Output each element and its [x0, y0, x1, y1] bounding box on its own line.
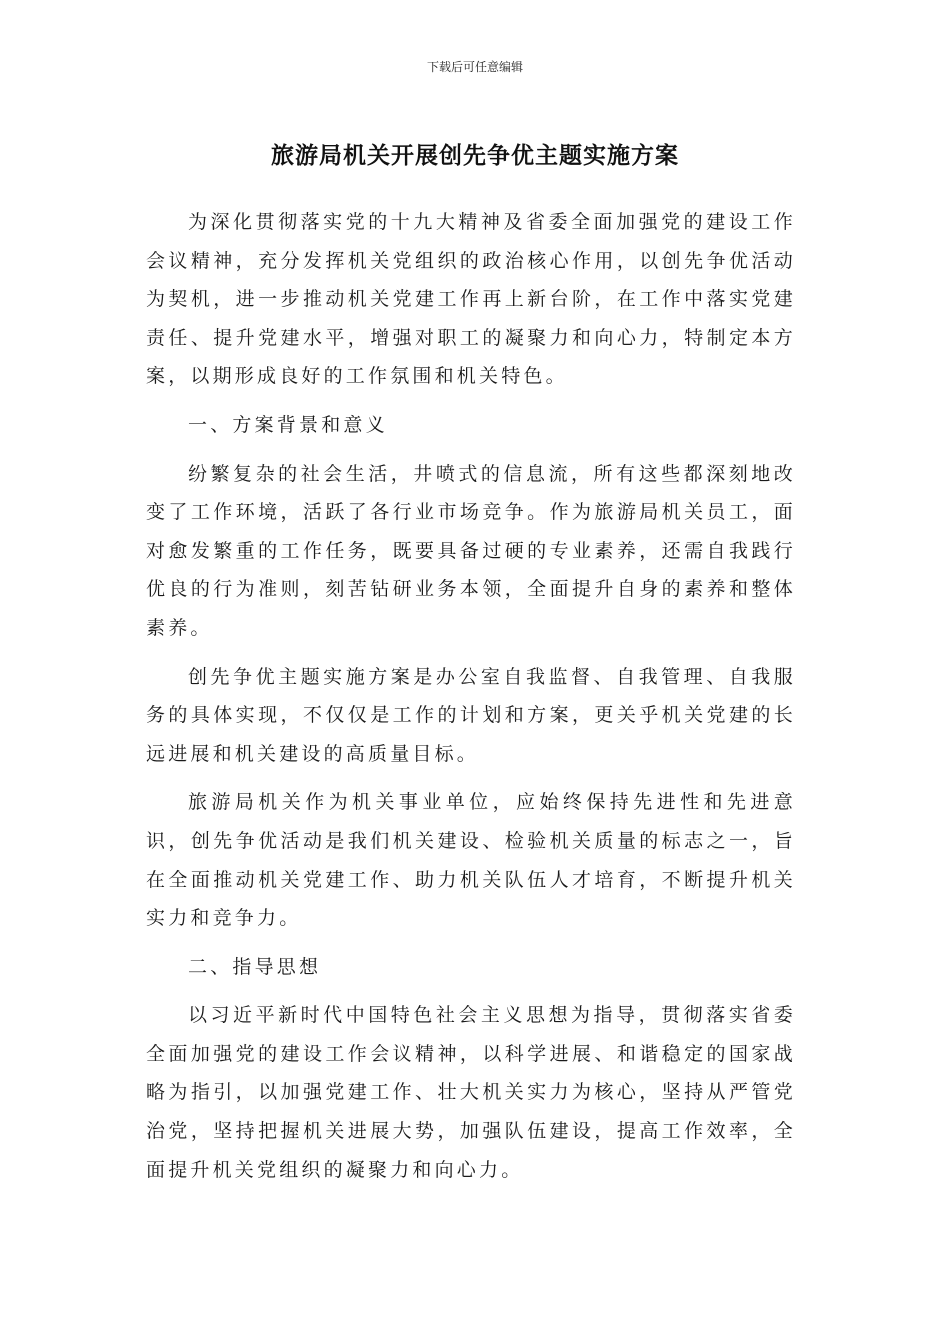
- document-body: [146, 203, 796, 1199]
- document-title: 旅游局机关开展创先争优主题实施方案: [271, 143, 679, 169]
- background-paragraph-1: 纷繁复杂的社会生活，井喷式的信息流，所有这些都深刻地改变了工作环境，活跃了各行业市场竞争。作为旅游局机关员工，面对愈发繁重的工作任务，既要具备过硬的专业素养，还需自我践行优良的行为准则，刻苦钻研业务本领，全面提升自身的素养和整体素养。: [146, 462, 796, 639]
- guiding-thought-paragraph: 以习近平新时代中国特色社会主义思想为指导，贯彻落实省委全面加强党的建设工作会议精神，以科学进展、和谐稳定的国家战略为指引，以加强党建工作、壮大机关实力为核心，坚持从严管党治党，坚持把握机关进展大势，加强队伍建设，提高工作效率，全面提升机关党组织的凝聚力和向心力。: [146, 1004, 796, 1181]
- background-paragraph-3: 旅游局机关作为机关事业单位，应始终保持先进性和先进意识，创先争优活动是我们机关建设、检验机关质量的标志之一，旨在全面推动机关党建工作、助力机关队伍人才培育，不断提升机关实力和竞争力。: [146, 791, 796, 930]
- header-note: 下载后可任意编辑: [426, 60, 523, 74]
- section-heading-background: 一、方案背景和意义: [188, 413, 388, 436]
- section-heading-guiding-thought: 二、指导思想: [188, 955, 322, 978]
- intro-paragraph: 为深化贯彻落实党的十九大精神及省委全面加强党的建设工作会议精神，充分发挥机关党组织的政治核心作用，以创先争优活动为契机，进一步推动机关党建工作再上新台阶，在工作中落实党建责任、提升党建水平，增强对职工的凝聚力和向心力，特制定本方案，以期形成良好的工作氛围和机关特色。: [146, 211, 796, 388]
- background-paragraph-2: 创先争优主题实施方案是办公室自我监督、自我管理、自我服务的具体实现，不仅仅是工作的计划和方案，更关乎机关党建的长远进展和机关建设的高质量目标。: [146, 665, 796, 765]
